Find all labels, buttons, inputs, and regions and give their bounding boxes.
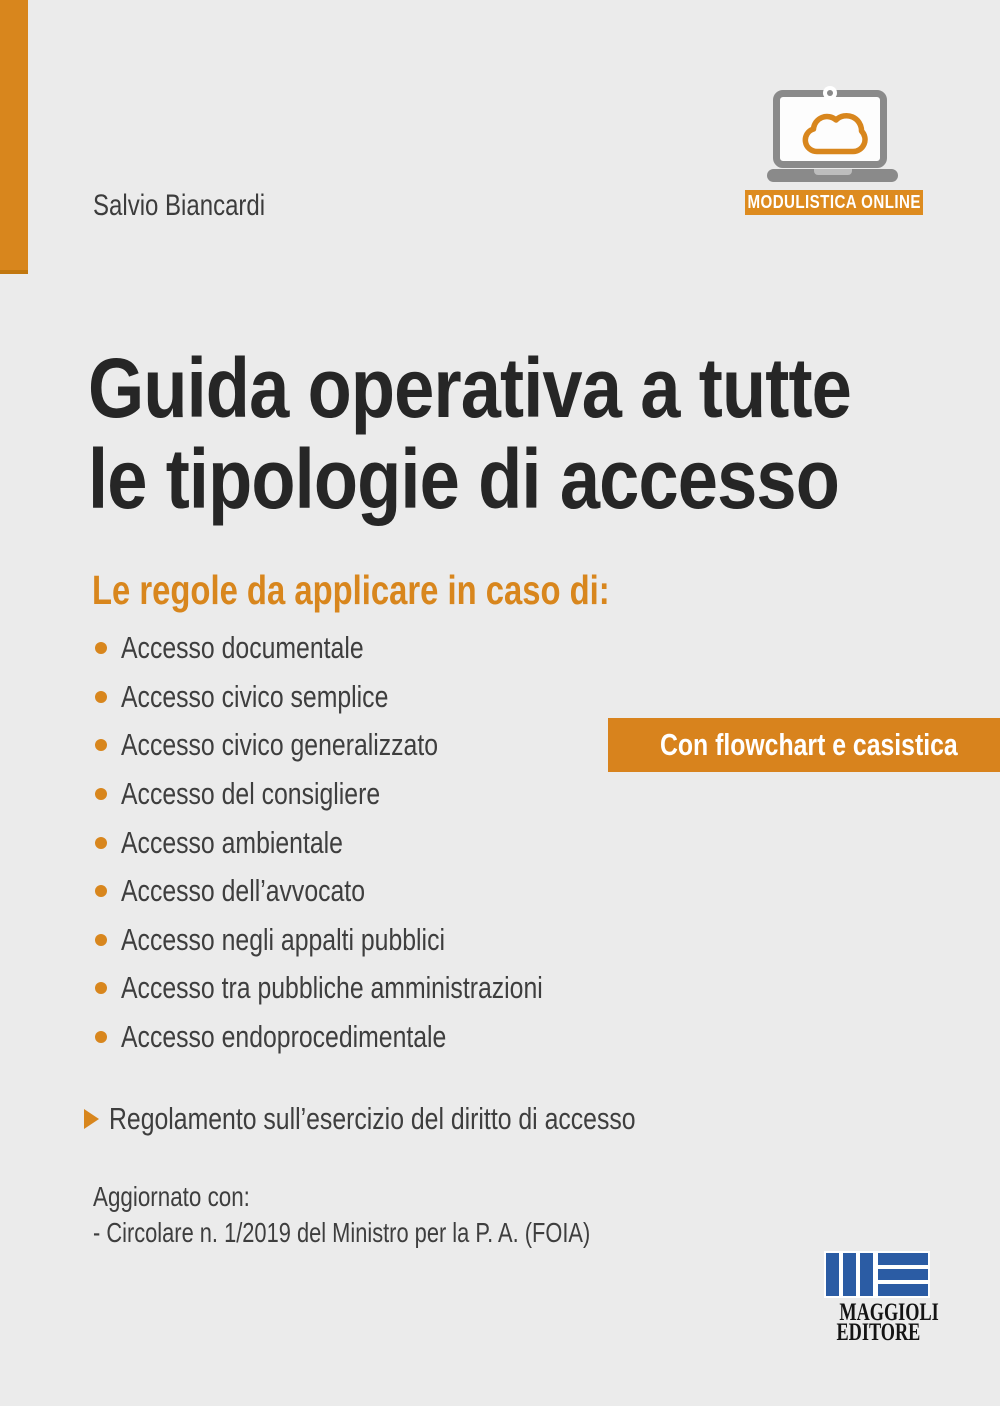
logo-horizontal-bars [878, 1253, 928, 1296]
list-item: Accesso del consigliere [95, 770, 648, 819]
bullet-icon [95, 982, 107, 994]
author-name: Salvio Biancardi [93, 189, 266, 222]
bullet-icon [95, 885, 107, 897]
list-item: Accesso civico semplice [95, 673, 648, 722]
bullet-icon [95, 691, 107, 703]
subtitle: Le regole da applicare in caso di: [92, 567, 610, 613]
publisher-name: MAGGIOLI EDITORE [836, 1299, 939, 1346]
cloud-icon [800, 104, 870, 160]
bullet-icon [95, 837, 107, 849]
bullet-icon [95, 788, 107, 800]
access-types-list [95, 624, 648, 1061]
publisher-logo [821, 1251, 939, 1346]
updated-heading: Aggiornato con: [93, 1181, 250, 1212]
bullet-icon [95, 934, 107, 946]
bullet-icon [95, 1031, 107, 1043]
regulation-note: Regolamento sull’esercizio del diritto di accesso [84, 1100, 767, 1138]
modulistica-online-banner: MODULISTICA ONLINE [745, 190, 923, 215]
publisher-logo-mark [824, 1251, 930, 1298]
logo-vertical-bars [826, 1253, 873, 1296]
feature-badge: Con flowchart e casistica [608, 718, 1000, 772]
updated-item: - Circolare n. 1/2019 del Ministro per la P. A. (FOIA) [93, 1217, 591, 1248]
title-line-2: le tipologie di accesso [88, 432, 840, 526]
webcam-dot [823, 86, 837, 100]
spine-accent-bar [0, 0, 28, 274]
bullet-icon [95, 642, 107, 654]
list-item: Accesso documentale [95, 624, 648, 673]
list-item: Accesso civico generalizzato [95, 721, 648, 770]
updated-with-block [93, 1181, 731, 1253]
list-item: Accesso endoprocedimentale [95, 1013, 648, 1062]
bullet-icon [95, 739, 107, 751]
laptop-base [767, 169, 898, 182]
list-item: Accesso ambientale [95, 818, 648, 867]
list-item: Accesso dell’avvocato [95, 867, 648, 916]
arrow-right-icon [84, 1109, 99, 1129]
title-line-1: Guida operativa a tutte [88, 341, 851, 435]
book-title [88, 343, 975, 525]
list-item: Accesso tra pubbliche amministrazioni [95, 964, 648, 1013]
list-item: Accesso negli appalti pubblici [95, 916, 648, 965]
